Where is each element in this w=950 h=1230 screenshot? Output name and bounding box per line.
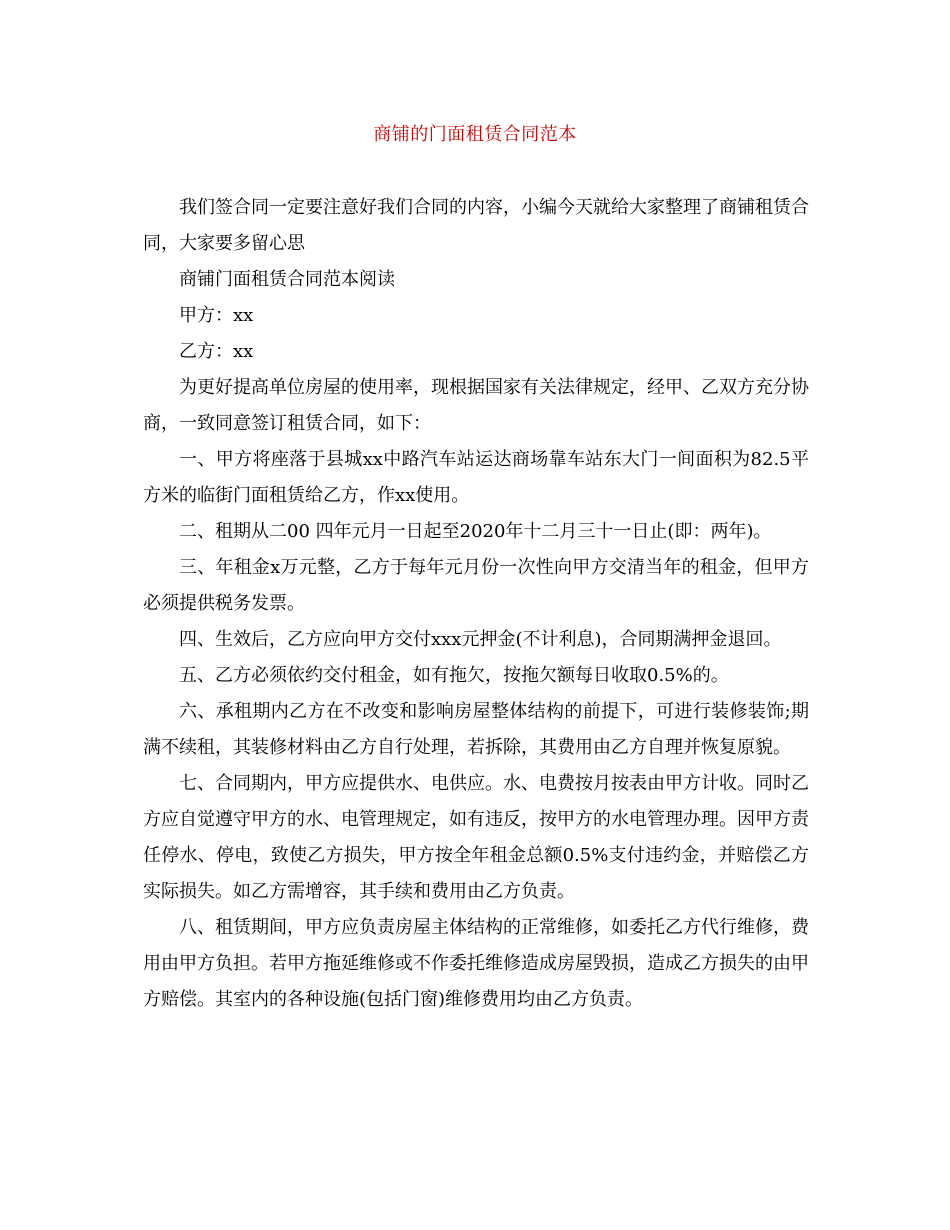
document-body — [143, 190, 809, 1018]
paragraph-clause-3: 三、年租金x万元整，乙方于每年元月份一次性向甲方交清当年的租金，但甲方必须提供税务发票。 — [143, 557, 809, 614]
paragraph-clause-5: 五、乙方必须依约交付租金，如有拖欠，按拖欠额每日收取0.5%的。 — [179, 665, 729, 686]
paragraph-clause-2: 二、租期从二00 四年元月一日起至2020年十二月三十一日止(即：两年)。 — [179, 521, 772, 542]
paragraph-preamble: 为更好提高单位房屋的使用率，现根据国家有关法律规定，经甲、乙双方充分协商，一致同意签订租赁合同，如下： — [143, 377, 809, 434]
document-title: 商铺的门面租赁合同范本 — [373, 124, 577, 145]
paragraph-clause-6: 六、承租期内乙方在不改变和影响房屋整体结构的前提下，可进行装修装饰;期满不续租，其装修材料由乙方自行处理，若拆除，其费用由乙方自理并恢复原貌。 — [143, 701, 809, 758]
paragraph-clause-4: 四、生效后，乙方应向甲方交付xxx元押金(不计利息)，合同期满押金退回。 — [179, 629, 782, 650]
paragraph-subtitle: 商铺门面租赁合同范本阅读 — [179, 269, 395, 290]
paragraph-clause-1: 一、甲方将座落于县城xx中路汽车站运达商场靠车站东大门一间面积为82.5平方米的临街门面租赁给乙方，作xx使用。 — [143, 449, 809, 506]
paragraph-party-b: 乙方：xx — [179, 341, 254, 362]
paragraph-clause-7: 七、合同期内，甲方应提供水、电供应。水、电费按月按表由甲方计收。同时乙方应自觉遵守甲方的水、电管理规定，如有违反，按甲方的水电管理办理。因甲方责任停水、停电，致使乙方损失，甲方按全年租金总额0.5%支付违约金，并赔偿乙方实际损失。如乙方需增容，其手续和费用由乙方负责。 — [143, 773, 809, 902]
paragraph-intro: 我们签合同一定要注意好我们合同的内容，小编今天就给大家整理了商铺租赁合同，大家要多留心思 — [143, 197, 809, 254]
paragraph-clause-8: 八、租赁期间，甲方应负责房屋主体结构的正常维修，如委托乙方代行维修，费用由甲方负担。若甲方拖延维修或不作委托维修造成房屋毁损，造成乙方损失的由甲方赔偿。其室内的各种设施(包括门窗)维修费用均由乙方负责。 — [143, 917, 809, 1010]
paragraph-party-a: 甲方：xx — [179, 305, 254, 326]
